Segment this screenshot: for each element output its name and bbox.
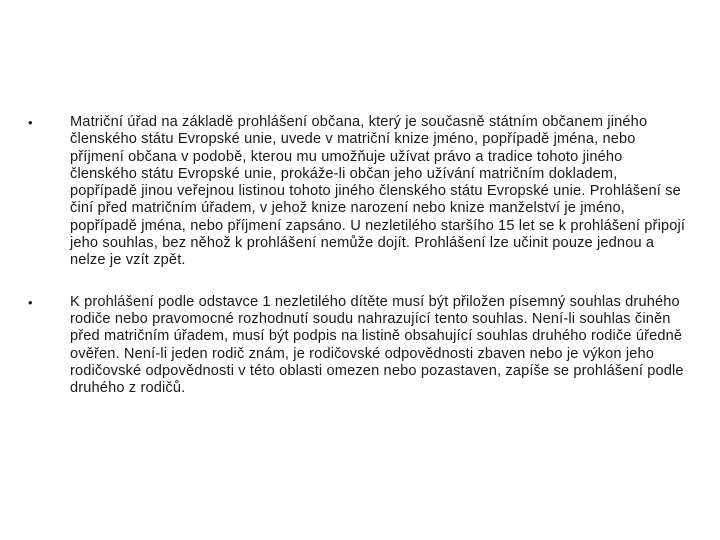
paragraph-text: Matriční úřad na základě prohlášení občana, který je současně státním občanem jiného členského státu Evropské unie, uvede v matriční knize jméno, popřípadě jména, nebo příjmení občana v podobě, kterou mu umožňuje užívat právo a tradice tohoto jiného členského státu Evropské unie, prokáže-li občan jeho užívání matričním dokladem, popřípadě jinou veřejnou listinou tohoto jiného členského státu Evropské unie. Prohlášení se činí před matričním úřadem, v jehož knize narození nebo knize manželství je jméno, popřípadě jména, nebo příjmení zapsáno. U nezletilého staršího 15 let se k prohlášení připojí jeho souhlas, bez něhož k prohlášení nemůže dojít. Prohlášení lze učinit pouze jednou a nelze je vzít zpět.	[70, 114, 686, 269]
paragraph-text: K prohlášení podle odstavce 1 nezletilého dítěte musí být přiložen písemný souhlas druhého rodiče nebo pravomocné rozhodnutí soudu nahrazující tento souhlas. Není-li souhlas činěn před matričním úřadem, musí být podpis na listině obsahující souhlas druhého rodiče úředně ověřen. Není-li jeden rodič znám, je rodičovské odpovědnosti zbaven nebo je výkon jeho rodičovské odpovědnosti v této oblasti omezen nebo pozastaven, zapíše se prohlášení podle druhého z rodičů.	[70, 293, 684, 397]
list-item	[28, 114, 688, 270]
bullet-icon: •	[28, 294, 33, 310]
bullet-icon: •	[28, 115, 33, 130]
list-item	[28, 294, 688, 398]
bullet-list	[28, 114, 688, 421]
